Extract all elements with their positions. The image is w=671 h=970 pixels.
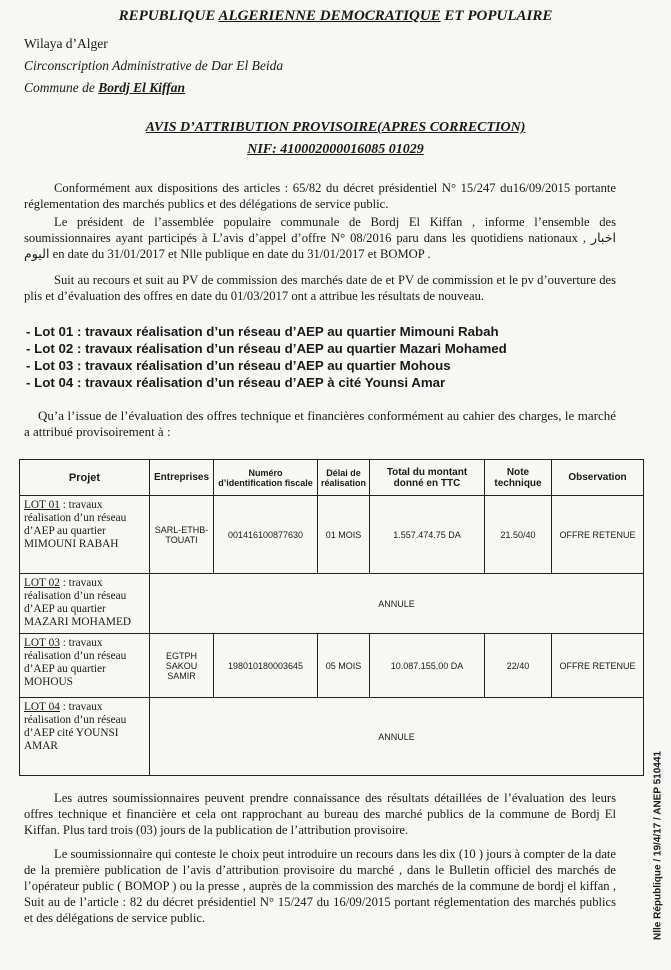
paragraph-1: Conformément aux dispositions des articles : 65/82 du décret présidentiel N° 15/247 du16/09/2015 portante réglementation des marchés publics et des délégations de service public. [24, 181, 616, 211]
cell-projet: LOT 01 : travaux réalisation d’un réseau d’AEP au quartier MIMOUNI RABAH [20, 496, 150, 574]
table-row [20, 634, 644, 698]
notice-nif: NIF: 410002000016085 01029 [247, 142, 424, 157]
wilaya-line: Wilaya d’Alger [24, 36, 108, 51]
table-row [20, 496, 644, 574]
header-entreprises: Entreprises [150, 460, 214, 496]
results-table [19, 459, 644, 776]
cell-delai: 01 MOIS [318, 496, 370, 574]
commune-line: Commune de Bordj El Kiffan [24, 80, 186, 95]
paragraph-4: Qu’a l’issue de l’évaluation des offres technique et financières conformément au cahier des charges, le marché a attribué provisoirement à : [24, 408, 616, 439]
cell-entreprise: SARL-ETHB-TOUATI [150, 496, 214, 574]
header-observation: Observation [552, 460, 644, 496]
cell-observation: OFFRE RETENUE [552, 496, 644, 574]
paragraph-5: Les autres soumissionnaires peuvent prendre connaissance des résultats détaillées de l’évaluation des leurs offres technique et financière et cela ont rapprochant au bureau des marché publics de la commune de Bordj El Kiffan. Plus tard trois (03) jours de la publication de l’attribution provisoire. [24, 791, 616, 837]
cell-montant: 10.087.155.00 DA [370, 634, 485, 698]
header-montant: Total du montant donné en TTC [370, 460, 485, 496]
circonscription-line: Circonscription Administrative de Dar El Beida [24, 58, 284, 73]
cell-projet: LOT 04 : travaux réalisation d’un réseau d’AEP cité YOUNSI AMAR [20, 698, 150, 776]
cell-annule: ANNULE [150, 574, 644, 634]
cell-nif: 198010180003645 [214, 634, 318, 698]
cell-annule: ANNULE [150, 698, 644, 776]
paragraph-2: Le président de l’assemblée populaire communale de Bordj El Kiffan , informe l’ensemble des soumissionnaires ayant participés à L’avis d’appel d’offre N° 08/2016 paru dans les quotidiens nationaux , اخبار اليوم en date du 31/01/2017 et Nlle publique en date du 31/01/2017 et BOMOP . [24, 215, 616, 261]
cell-delai: 05 MOIS [318, 634, 370, 698]
lots-list [26, 323, 646, 391]
paragraph-6: Le soumissionnaire qui conteste le choix peut introduire un recours dans les dix (10 ) jours à compter de la date de la première publication de l’avis d’attribution provisoire du marché , dans le Bulletin officiel des marchés de l’opérateur public ( BOMOP ) ou la presse , auprès de la commission des marchés de la commune de bordj el kiffan , Suit au de l’article : 82 du décret présidentiel N° 15/247 du 16/09/2015 portant réglementation des marchés publics et des délégations de service public. [24, 847, 616, 925]
table-row [20, 574, 644, 634]
cell-entreprise: EGTPH SAKOU SAMIR [150, 634, 214, 698]
cell-note: 21.50/40 [485, 496, 552, 574]
lot-line-3: - Lot 03 : travaux réalisation d’un réseau d’AEP au quartier Mohous [26, 358, 451, 373]
header-delai: Délai de réalisation [318, 460, 370, 496]
cell-montant: 1.557.474.75 DA [370, 496, 485, 574]
cell-projet: LOT 02 : travaux réalisation d’un réseau d’AEP au quartier MAZARI MOHAMED [20, 574, 150, 634]
lot-line-2: - Lot 02 : travaux réalisation d’un réseau d’AEP au quartier Mazari Mohamed [26, 341, 507, 356]
cell-projet: LOT 03 : travaux réalisation d’un réseau d’AEP au quartier MOHOUS [20, 634, 150, 698]
cell-note: 22/40 [485, 634, 552, 698]
document-header-title: REPUBLIQUE ALGERIENNE DEMOCRATIQUE ET POPULAIRE [118, 8, 553, 24]
header-note: Note technique [485, 460, 552, 496]
table-row [20, 698, 644, 776]
table-header-row [20, 460, 644, 496]
notice-title: AVIS D’ATTRIBUTION PROVISOIRE(APRES CORRECTION) [145, 120, 526, 135]
cell-observation: OFFRE RETENUE [552, 634, 644, 698]
lot-line-4: - Lot 04 : travaux réalisation d’un réseau d’AEP à cité Younsi Amar [26, 375, 446, 390]
header-nif: Numéro d’identification fiscale [214, 460, 318, 496]
publication-side-note: Nlle République / 19/4/17 / ANEP 510441 [652, 751, 664, 940]
cell-nif: 001416100877630 [214, 496, 318, 574]
header-projet: Projet [20, 460, 150, 496]
lot-line-1: - Lot 01 : travaux réalisation d’un réseau d’AEP au quartier Mimouni Rabah [26, 324, 499, 339]
paragraph-3: Suit au recours et suit au PV de commission des marchés date de et PV de commission et le pv d’ouverture des plis et d’évaluation des offres en date du 01/03/2017 ont a attribue les résultats de nouveau. [24, 273, 616, 303]
